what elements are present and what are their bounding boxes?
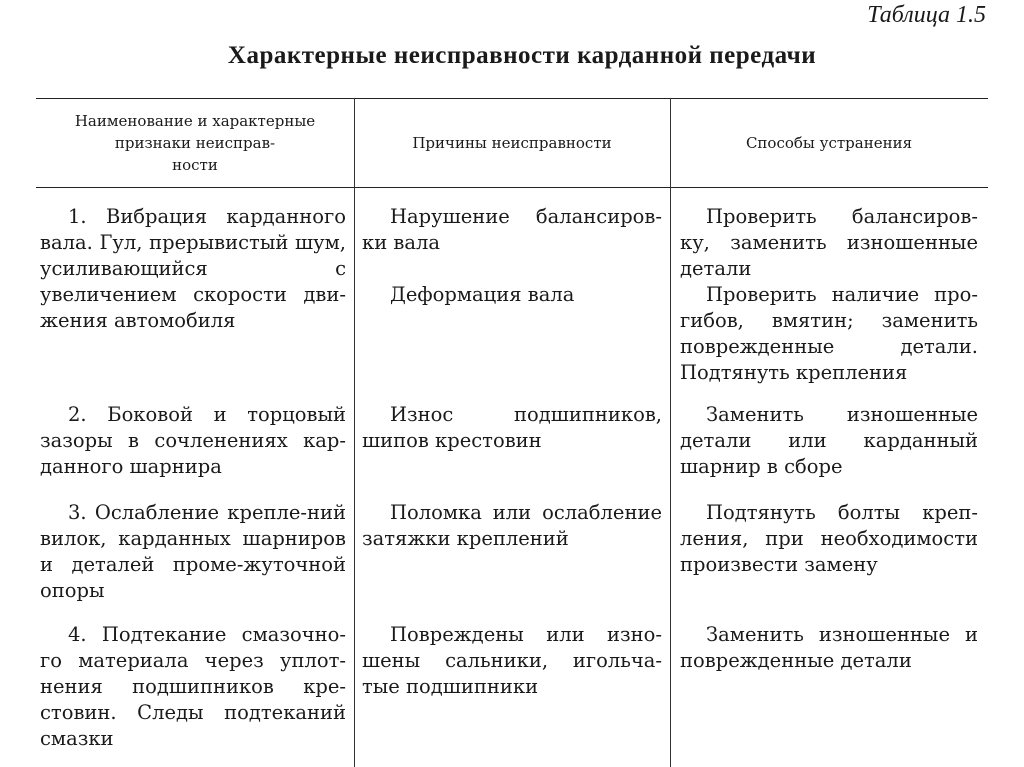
row-4-fault: 4. Подтекание смазочно-го материала через уплот-нения подшипников кре-стовин. Следы подтеканий смазки: [40, 623, 346, 750]
row-1-remedy-2: Проверить наличие про-гибов, вмятин; заменить поврежденные детали. Подтянуть крепления: [680, 283, 978, 384]
row-2-cause-1: Износ подшипников, шипов крестовин: [362, 403, 662, 452]
column-divider-1: [354, 98, 355, 767]
header-causes: Причины неисправности: [412, 134, 612, 152]
table-top-rule: [36, 98, 988, 99]
row-1-fault: 1. Вибрация карданного вала. Гул, прерывистый шум, усиливающийся с увеличением скорости дви-жения автомобиля: [40, 205, 346, 332]
column-divider-2: [670, 98, 671, 767]
header-bottom-rule: [36, 187, 988, 188]
row-4-remedy-1: Заменить изношенные и поврежденные детали: [680, 623, 978, 672]
row-2-remedy-1: Заменить изношенные детали или карданный шарнир в сборе: [680, 403, 978, 478]
row-1-cause-2: Деформация вала: [390, 283, 575, 306]
row-2-fault: 2. Боковой и торцовый зазоры в сочленениях кар-данного шарнира: [40, 403, 346, 478]
header-remedies: Способы устранения: [745, 134, 913, 152]
header-fault-line-1: Наименование и характерные: [74, 112, 316, 130]
header-fault-name: [36, 110, 354, 176]
header-fault-line-2: признаки неисправ-: [114, 134, 276, 152]
row-3-fault: 3. Ослабление крепле-ний вилок, карданных шарниров и деталей проме-жуточной опоры: [40, 501, 346, 602]
row-4-cause-1: Повреждены или изно-шены сальники, игольча-тые подшипники: [362, 623, 662, 698]
header-fault-line-3: ности: [172, 156, 218, 174]
row-1-cause-1: Нарушение балансиров-ки вала: [362, 205, 662, 254]
table-title: Характерные неисправности карданной передачи: [227, 42, 817, 69]
table-number: Таблица 1.5: [867, 2, 986, 28]
row-1-remedy-1: Проверить балансиров-ку, заменить изношенные детали: [680, 205, 978, 280]
row-3-remedy-1: Подтянуть болты креп-ления, при необходимости произвести замену: [680, 501, 978, 576]
row-3-cause-1: Поломка или ослабление затяжки креплений: [362, 501, 662, 550]
